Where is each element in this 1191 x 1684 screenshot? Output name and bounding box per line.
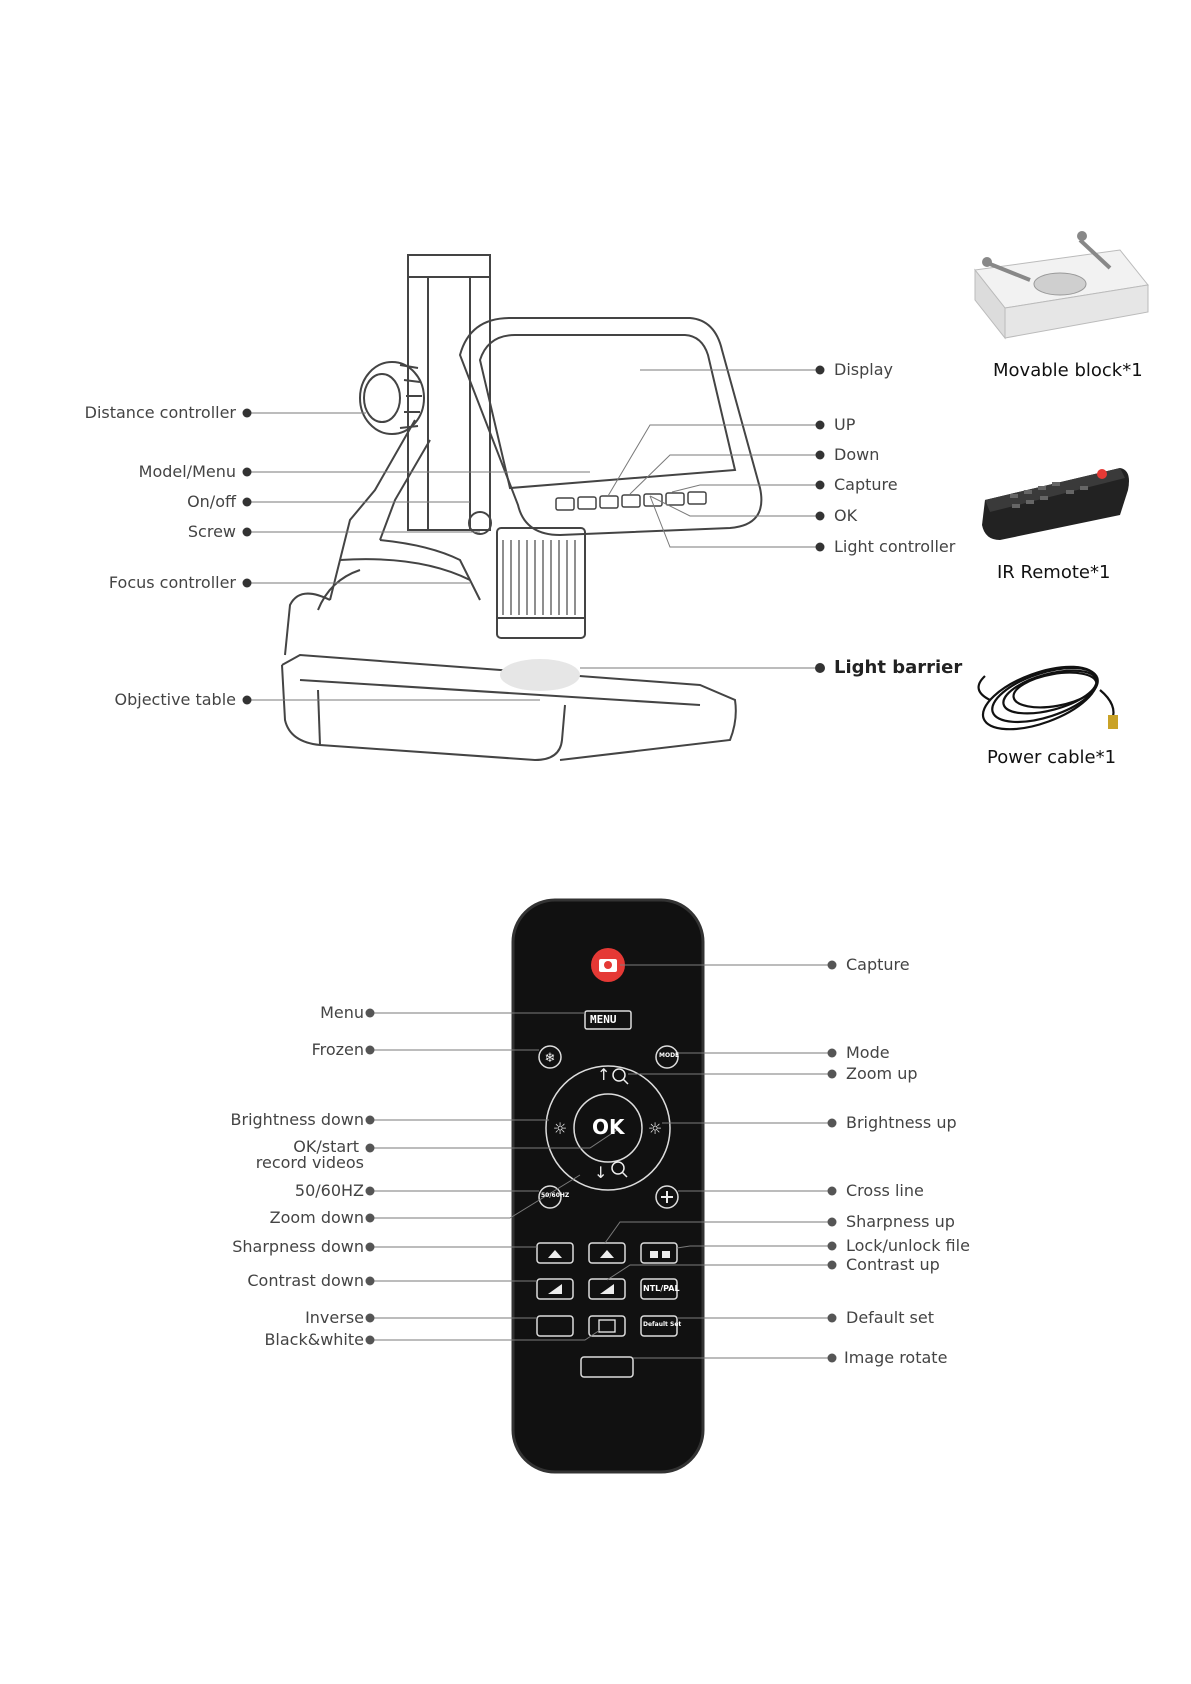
label-remote-default-set: Default set — [846, 1308, 934, 1327]
label-remote-mode: Mode — [846, 1043, 890, 1062]
label-remote-zoom-down: Zoom down — [269, 1208, 364, 1227]
remote-menu-text: MENU — [590, 1013, 617, 1026]
label-display: Display — [834, 360, 893, 379]
remote-ntlpal-text: NTL/PAL — [643, 1284, 680, 1293]
remote-default-text: Default Set — [643, 1321, 682, 1328]
label-model-menu: Model/Menu — [138, 462, 236, 481]
microscope-left-dots — [243, 409, 252, 705]
label-remote-contrast-up: Contrast up — [846, 1255, 940, 1274]
microscope-right-leaders — [580, 370, 820, 668]
arm — [330, 420, 415, 600]
label-ir-remote: IR Remote*1 — [997, 562, 1111, 583]
distance-knob — [360, 362, 424, 434]
label-remote-hz: 50/60HZ — [294, 1181, 364, 1200]
label-screw: Screw — [187, 522, 236, 541]
pillar — [408, 255, 490, 530]
label-remote-sharpness-up: Sharpness up — [846, 1212, 955, 1231]
label-remote-sharpness-down: Sharpness down — [232, 1237, 364, 1256]
remote-lock-button — [641, 1243, 677, 1263]
label-ok: OK — [834, 506, 858, 525]
remote-hz-text: 50/60HZ — [541, 1192, 570, 1199]
label-remote-capture: Capture — [846, 955, 910, 974]
remote-rotate-button — [581, 1357, 633, 1377]
display-buttons — [556, 492, 706, 510]
label-remote-brightness-down: Brightness down — [230, 1110, 364, 1129]
label-movable-block: Movable block*1 — [993, 360, 1143, 381]
label-remote-bw: Black&white — [264, 1330, 364, 1349]
label-focus-controller: Focus controller — [108, 573, 236, 592]
svg-text:☼: ☼ — [647, 1119, 663, 1138]
svg-text:☼: ☼ — [552, 1119, 568, 1138]
label-down: Down — [834, 445, 880, 464]
label-remote-contrast-down: Contrast down — [247, 1271, 364, 1290]
label-remote-lock-unlock: Lock/unlock file — [846, 1236, 970, 1255]
usb-plug — [1108, 715, 1118, 729]
label-remote-menu: Menu — [320, 1003, 364, 1022]
lens-barrel — [497, 528, 585, 638]
label-remote-zoom-up: Zoom up — [846, 1064, 918, 1083]
remote-drawing — [513, 900, 703, 1472]
microscope-drawing — [282, 255, 761, 760]
light-barrier-disc — [500, 659, 580, 691]
microscope-right-dots — [815, 366, 825, 674]
movable-block-image — [975, 231, 1148, 338]
label-remote-record-videos: record videos — [255, 1153, 364, 1172]
label-remote-inverse: Inverse — [305, 1308, 364, 1327]
ir-remote-image — [982, 468, 1129, 540]
remote-bw-button — [589, 1316, 625, 1336]
label-power-cable: Power cable*1 — [987, 747, 1117, 768]
label-remote-frozen: Frozen — [311, 1040, 364, 1059]
label-distance-controller: Distance controller — [84, 403, 236, 422]
label-capture: Capture — [834, 475, 898, 494]
display-housing — [460, 318, 761, 535]
label-light-controller: Light controller — [834, 537, 956, 556]
label-remote-cross-line: Cross line — [846, 1181, 924, 1200]
label-onoff: On/off — [187, 492, 236, 511]
label-objective-table: Objective table — [114, 690, 236, 709]
power-cable-image — [975, 654, 1113, 742]
remote-mode-text: MODE — [659, 1052, 680, 1059]
label-remote-image-rotate: Image rotate — [844, 1348, 948, 1367]
display-screen — [480, 335, 735, 488]
label-light-barrier: Light barrier — [834, 657, 963, 678]
svg-text:↑: ↑ — [597, 1065, 611, 1084]
remote-inverse-button — [537, 1316, 573, 1336]
remote-ok-text: OK — [592, 1115, 625, 1139]
label-remote-brightness-up: Brightness up — [846, 1113, 957, 1132]
svg-text:↓: ↓ — [594, 1163, 608, 1182]
svg-text:❄: ❄ — [544, 1051, 556, 1066]
label-up: UP — [834, 415, 856, 434]
label-remote-ok-start: OK/start — [293, 1137, 359, 1156]
